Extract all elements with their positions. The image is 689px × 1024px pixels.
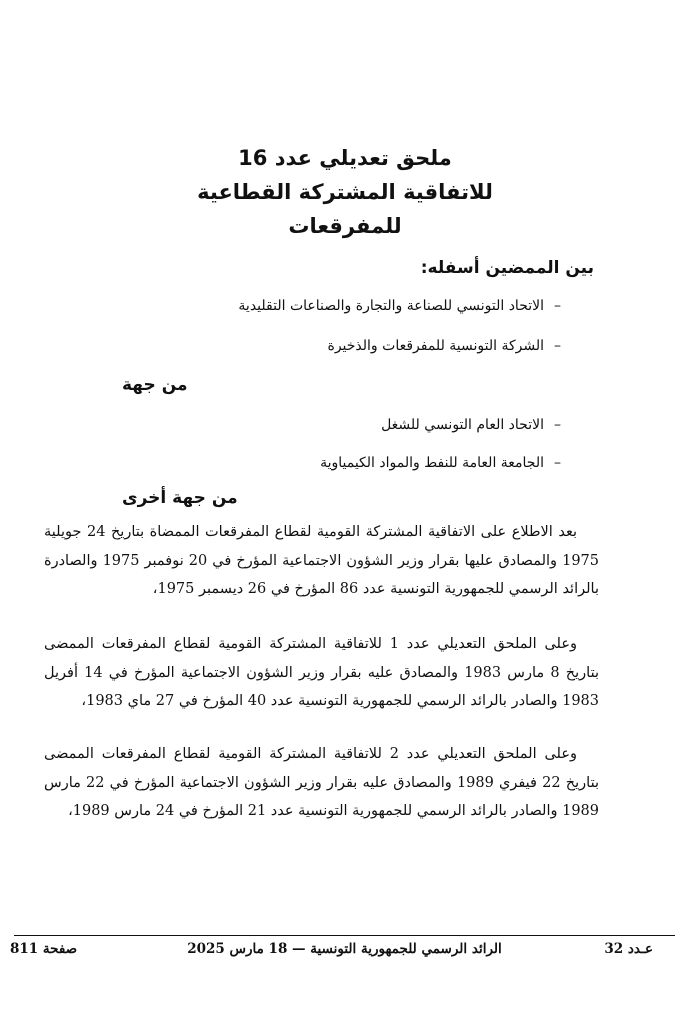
document-title-line-3: للمفرقعات: [288, 214, 402, 238]
preamble-paragraph: وعلى الملحق التعديلي عدد 2 للاتفاقية المشتركة القومية لقطاع المفرقعات الممضى بتاريخ 22 فيفري 1989 والمصادق عليه بقرار وزير الشؤون الاجتماعية المؤرخ في 22 مارس 1989 والصادر بالرائد الرسمي للجمهورية التونسية عدد 21 المؤرخ في 24 مارس 1989،: [44, 746, 599, 819]
party-item: [327, 338, 561, 354]
party-item: [381, 417, 561, 433]
party-item: [238, 298, 561, 314]
footer-divider: [14, 935, 675, 936]
document-title-line-2: للاتفاقية المشتركة القطاعية: [197, 180, 493, 204]
preamble-paragraph: بعد الاطلاع على الاتفاقية المشتركة القومية لقطاع المفرقعات الممضاة بتاريخ 24 جويلية 1975 والمصادق عليها بقرار وزير الشؤون الاجتماعية المؤرخ في 20 نوفمبر 1975 والصادرة بالرائد الرسمي للجمهورية التونسية عدد 86 المؤرخ في 26 ديسمبر 1975،: [44, 524, 599, 597]
party-item-text: الشركة التونسية للمفرقعات والذخيرة: [327, 338, 544, 354]
document-title-line-1: ملحق تعديلي عدد 16: [238, 146, 452, 170]
page-number: صفحة 811: [10, 941, 78, 957]
party-item-text: الاتحاد العام التونسي للشغل: [381, 417, 544, 433]
list-dash: –: [554, 338, 561, 354]
issue-number: عـدد 32: [604, 941, 653, 957]
between-signatories-heading: بين الممضين أسفله:: [420, 258, 594, 278]
list-dash: –: [554, 455, 561, 471]
other-side-label: من جهة أخرى: [122, 488, 238, 508]
preamble-paragraph: وعلى الملحق التعديلي عدد 1 للاتفاقية المشتركة القومية لقطاع المفرقعات الممضى بتاريخ 8 مارس 1983 والمصادق عليه بقرار وزير الشؤون الاجتماعية المؤرخ في 14 أفريل 1983 والصادر بالرائد الرسمي للجمهورية التونسية عدد 40 المؤرخ في 27 ماي 1983،: [44, 636, 599, 709]
party-item: [320, 455, 561, 471]
list-dash: –: [554, 417, 561, 433]
publication-line: الرائد الرسمي للجمهورية التونسية — 18 مارس 2025: [187, 941, 502, 957]
first-side-label: من جهة: [122, 375, 188, 395]
party-item-text: الجامعة العامة للنفط والمواد الكيمياوية: [320, 455, 544, 471]
list-dash: –: [554, 298, 561, 314]
party-item-text: الاتحاد التونسي للصناعة والتجارة والصناعات التقليدية: [238, 298, 544, 314]
